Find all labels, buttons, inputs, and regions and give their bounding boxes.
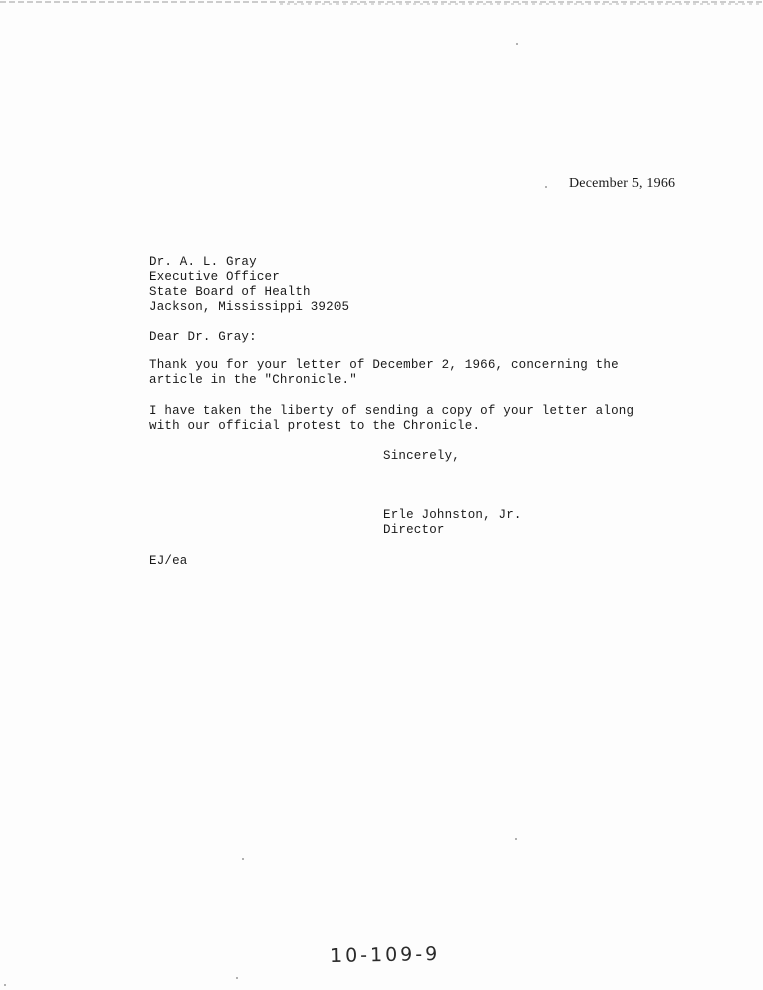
recipient-title: Executive Officer (149, 270, 280, 284)
scan-top-edge (0, 0, 763, 8)
letter-date: December 5, 1966 (569, 176, 676, 191)
scan-speck (242, 858, 244, 860)
recipient-address: Jackson, Mississippi 39205 (149, 300, 350, 314)
paragraph-2-line-1: I have taken the liberty of sending a copy of your letter along (149, 404, 635, 418)
paragraph-1-line-2: article in the "Chronicle." (149, 373, 357, 387)
recipient-organization: State Board of Health (149, 285, 311, 299)
scan-speck (516, 43, 518, 45)
handwritten-file-number: 10-109-9 (329, 943, 441, 967)
typist-initials: EJ/ea (149, 554, 188, 568)
scan-speck (4, 984, 6, 986)
scan-speck (545, 186, 547, 188)
scan-speck (236, 977, 238, 979)
scan-speck (515, 838, 517, 840)
closing: Sincerely, (383, 449, 461, 463)
signer-title: Director (383, 523, 445, 537)
salutation: Dear Dr. Gray: (149, 330, 257, 344)
recipient-name: Dr. A. L. Gray (149, 255, 257, 269)
paragraph-1-line-1: Thank you for your letter of December 2, 1966, concerning the (149, 358, 619, 372)
paragraph-2-line-2: with our official protest to the Chronicle. (149, 419, 481, 433)
signer-name: Erle Johnston, Jr. (383, 508, 522, 522)
